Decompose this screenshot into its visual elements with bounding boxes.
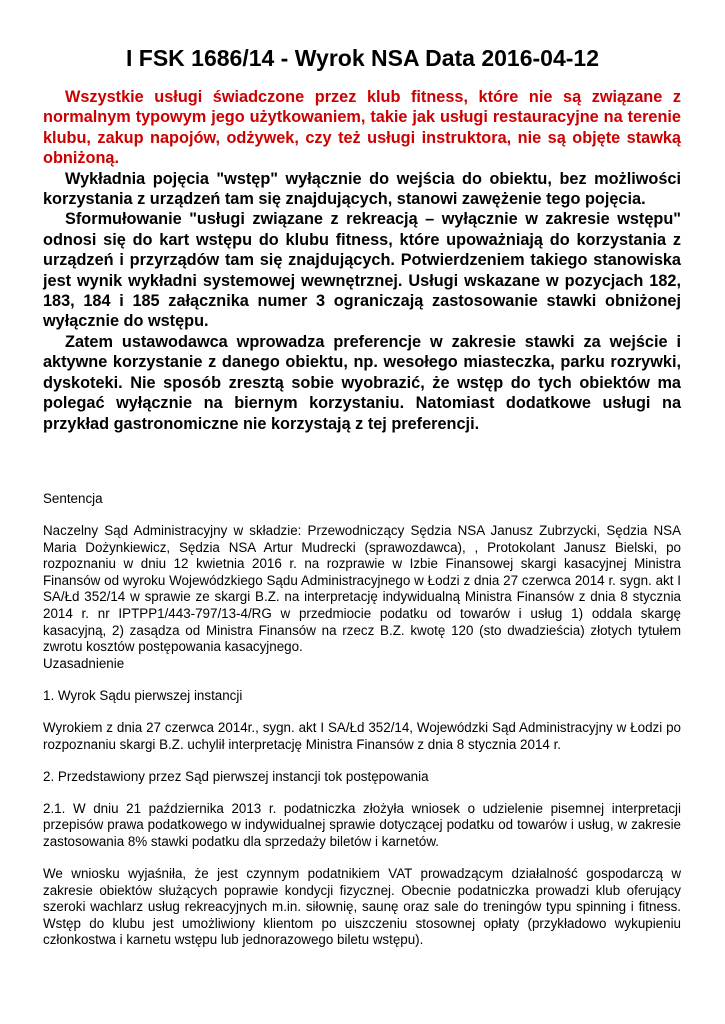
section-paragraph: Wyrokiem z dnia 27 czerwca 2014r., sygn. akt I SA/Łd 352/14, Wojewódzki Sąd Administracyjny w Łodzi po rozpoznaniu skargi B.Z. uchylił interpretację Ministra Finansów z dnia 8 stycznia 2014 r. xyxy=(43,720,681,752)
judgment-summary xyxy=(43,87,681,434)
section-paragraph: 2.1. W dniu 21 października 2013 r. podatniczka złożyła wniosek o udzielenie pisemnej interpretacji przepisów prawa podatkowego w indywidualnej sprawie dotyczącej podatku od towarów i usług, w zakresie zastosowania 8% stawki podatku dla sprzedaży biletów i karnetów. xyxy=(43,800,681,849)
summary-paragraph: Wykładnia pojęcia "wstęp" wyłącznie do wejścia do obiektu, bez możliwości korzystania z urządzeń tam się znajdujących, stanowi zawężenie tego pojęcia. xyxy=(43,169,681,209)
sentencja-paragraph: Naczelny Sąd Administracyjny w składzie: Przewodniczący Sędzia NSA Janusz Zubrzycki, Sędzia NSA Maria Dożynkiewicz, Sędzia NSA Artur Mudrecki (sprawozdawca), , Protokolant Janusz Bielski, po rozpoznaniu w dniu 12 kwietnia 2016 r. na rozprawie w Izbie Finansowej skargi kasacyjnej Ministra Finansów od wyroku Wojewódzkiego Sądu Administracyjnego w Łodzi z dnia 27 czerwca 2014 r. sygn. akt I SA/Łd 352/14 w sprawie ze skargi B.Z. na interpretację indywidualną Ministra Finansów z dnia 8 stycznia 2014 r. nr IPTPP1/443-797/13-4/RG w przedmiocie podatku od towarów i usług 1) oddala skargę kasacyjną, 2) zasądza od Ministra Finansów na rzecz B.Z. kwotę 120 (sto dwadzieścia) złotych tytułem zwrotu kosztów postępowania kasacyjnego. xyxy=(43,523,681,655)
summary-paragraph: Zatem ustawodawca wprowadza preferencje w zakresie stawki za wejście i aktywne korzystanie z danego obiektu, np. wesołego miasteczka, parku rozrywki, dyskoteki. Nie sposób zresztą sobie wyobrazić, że wstęp do tych obiektów ma polegać wyłącznie na biernym korzystaniu. Natomiast dodatkowe usługi na przykład gastronomiczne nie korzystają z tej preferencji. xyxy=(43,332,681,433)
uzasadnienie-heading: Uzasadnienie xyxy=(43,655,125,671)
document-title: I FSK 1686/14 - Wyrok NSA Data 2016-04-12 xyxy=(125,45,599,71)
judgment-body xyxy=(43,491,681,949)
section-heading: 1. Wyrok Sądu pierwszej instancji xyxy=(43,687,243,703)
summary-paragraph: Sformułowanie "usługi związane z rekreacją – wyłącznie w zakresie wstępu" odnosi się do kart wstępu do klubu fitness, które upoważniają do korzystania z urządzeń i przyrządów tam się znajdujących. Potwierdzeniem takiego stanowiska jest wynik wykładni systemowej wewnętrznej. Usługi wskazane w pozycjach 182, 183, 184 i 185 załącznika numer 3 ograniczają zastosowanie stawki obniżonej wyłącznie do wstępu. xyxy=(43,210,681,331)
section-heading: 2. Przedstawiony przez Sąd pierwszej instancji tok postępowania xyxy=(43,768,429,784)
sentencja-heading: Sentencja xyxy=(43,491,103,506)
section-paragraph: We wniosku wyjaśniła, że jest czynnym podatnikiem VAT prowadzącym działalność gospodarczą w zakresie obiektów służących poprawie kondycji fizycznej. Obecnie podatniczka prowadzi klub oferujący szeroki wachlarz usług rekreacyjnych m.in. siłownię, saunę oraz sale do treningów typu spinning i fitness. Wstęp do klubu jest umożliwiony klientom po uiszczeniu stosownej opłaty (przykładowo wykupieniu członkostwa i karnetu wstępu lub jednorazowego biletu wstępu). xyxy=(43,866,681,948)
summary-highlight-paragraph: Wszystkie usługi świadczone przez klub fitness, które nie są związane z normalnym typowym jego użytkowaniem, takie jak usługi restauracyjne na terenie klubu, zakup napojów, odżywek, czy też usługi instruktora, nie są objęte stawką obniżoną. xyxy=(43,88,681,168)
